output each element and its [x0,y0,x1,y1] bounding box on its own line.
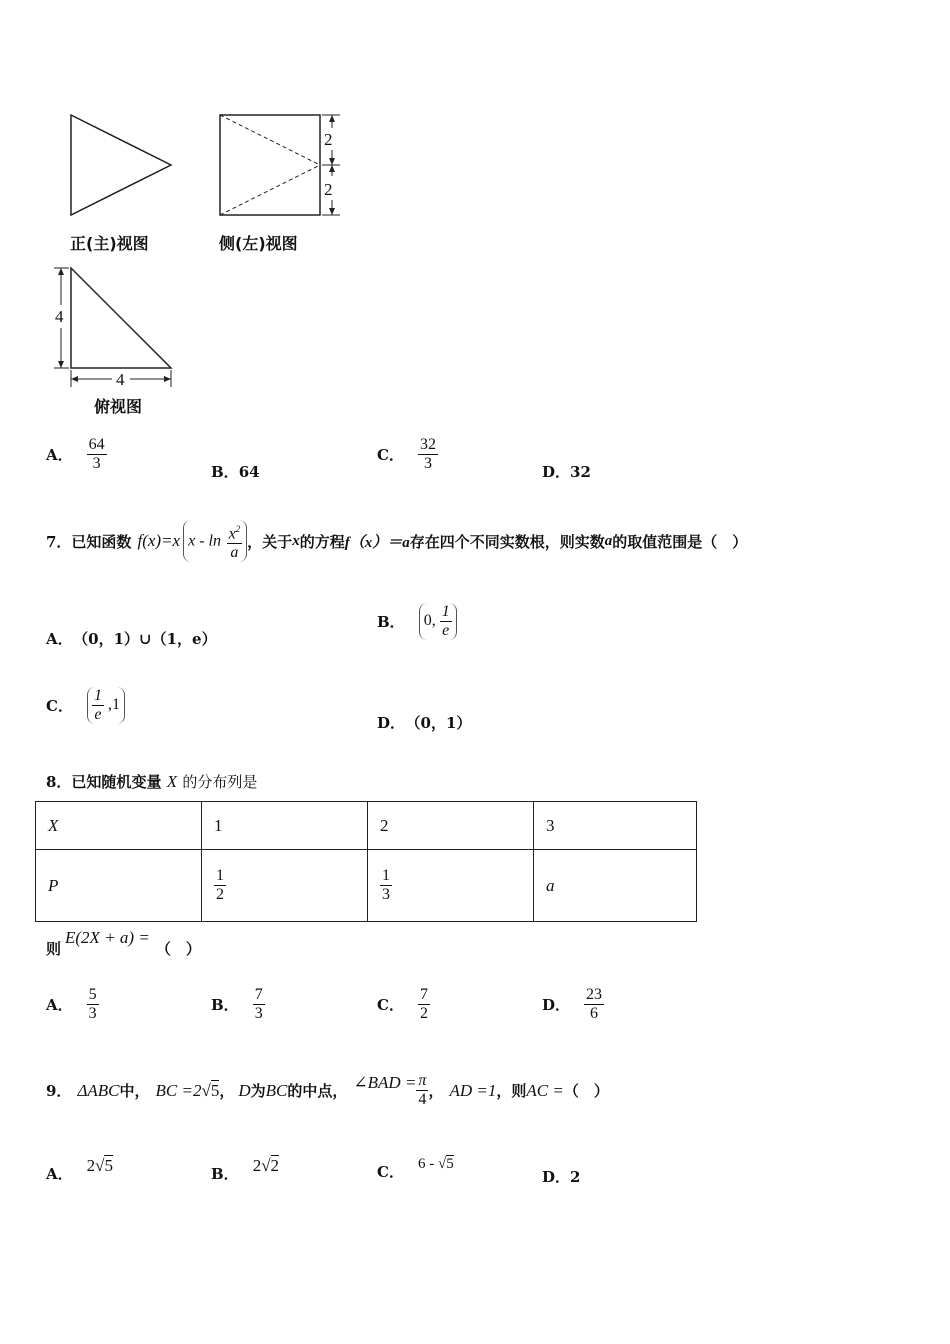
q7-option-c[interactable]: C． $\frac{1}{e}$ ,1 [46,687,125,724]
q8-option-a[interactable]: A． $\frac{5}{3}$ [46,986,97,1022]
three-view-figure [40,100,360,420]
q9-option-c[interactable]: C． 6 - √5 [377,1156,454,1181]
front-view-label: 正(主)视图 [70,234,149,253]
q7-option-b-interval: 0, $\frac{1}{e}$ [419,603,457,640]
side-dim-bottom: 2 [324,180,333,199]
q6-option-b[interactable]: B．64 [211,463,260,481]
q8-option-d[interactable]: D． $\frac{23}{6}$ [542,986,603,1022]
q6-option-a[interactable]: A． $\frac{64}{3}$ [46,436,105,472]
q8-stem: 8．已知随机变量 X 的分布列是 [46,772,258,791]
q9-option-a[interactable]: A． 2√5 [46,1156,113,1183]
q7-stem: 7．已知函数 f(x)=x x - ln $\frac{x^2}{a}$ ，关于 x 的方程 f（x）＝a 存在四个不同实数根，则实数 a 的取值范围是（ ） [46,520,747,562]
table-cell: X [48,815,59,835]
q7-option-c-interval: $\frac{1}{e}$ ,1 [87,687,125,724]
q6-option-c-fraction: $\frac{32}{3}$ [419,436,436,472]
q7-option-d[interactable]: D． （0，1） [377,714,472,732]
top-view-label: 俯视图 [94,397,143,416]
side-view-label: 侧(左)视图 [219,234,298,253]
q9-option-b[interactable]: B． 2√2 [211,1156,280,1183]
table-cell: 2 [380,815,389,835]
table-cell: 3 [546,815,555,835]
q7-option-a[interactable]: A． （0，1）∪（1，e） [46,630,217,648]
side-dim-top: 2 [324,130,333,149]
q7-function: f(x)=x [137,531,181,551]
top-dim-horizontal: 4 [116,370,125,389]
table-cell: a [546,875,555,895]
q9-stem: 9． ΔABC 中， BC =2 √5 ， D 为 BC 的中点， ∠BAD = $\frac{\pi}{4}$ ， AD =1 ，则 AC = （ ） [46,1072,609,1108]
table-cell-fraction: $\frac{1}{3}$ [382,867,390,903]
table-row-probabilities [36,850,697,922]
q7-option-b[interactable]: B． 0, $\frac{1}{e}$ [377,603,457,640]
top-dim-vertical: 4 [55,307,64,326]
table-cell: P [48,875,59,895]
side-view-dashed-line-top [220,115,320,165]
table-row-values [36,802,697,850]
table-cell-fraction: $\frac{1}{2}$ [216,867,224,903]
q8-option-c[interactable]: C． $\frac{7}{2}$ [377,986,428,1022]
front-view-triangle [71,115,171,215]
table-cell: 1 [214,815,223,835]
q6-option-c[interactable]: C． $\frac{32}{3}$ [377,436,436,472]
q6-option-a-fraction: $\frac{64}{3}$ [88,436,105,472]
top-view-triangle [71,268,171,368]
q8-option-b[interactable]: B． $\frac{7}{3}$ [211,986,263,1022]
side-view-square [220,115,320,215]
distribution-table [35,801,697,922]
q9-option-d[interactable]: D．2 [542,1168,581,1186]
q7-function-paren: x - ln $\frac{x^2}{a}$ [183,520,247,562]
side-view-dashed-line-bottom [220,165,320,215]
q6-option-d[interactable]: D．32 [542,463,591,481]
q8-question: 则 E(2X + a) = （ ） [46,928,201,958]
